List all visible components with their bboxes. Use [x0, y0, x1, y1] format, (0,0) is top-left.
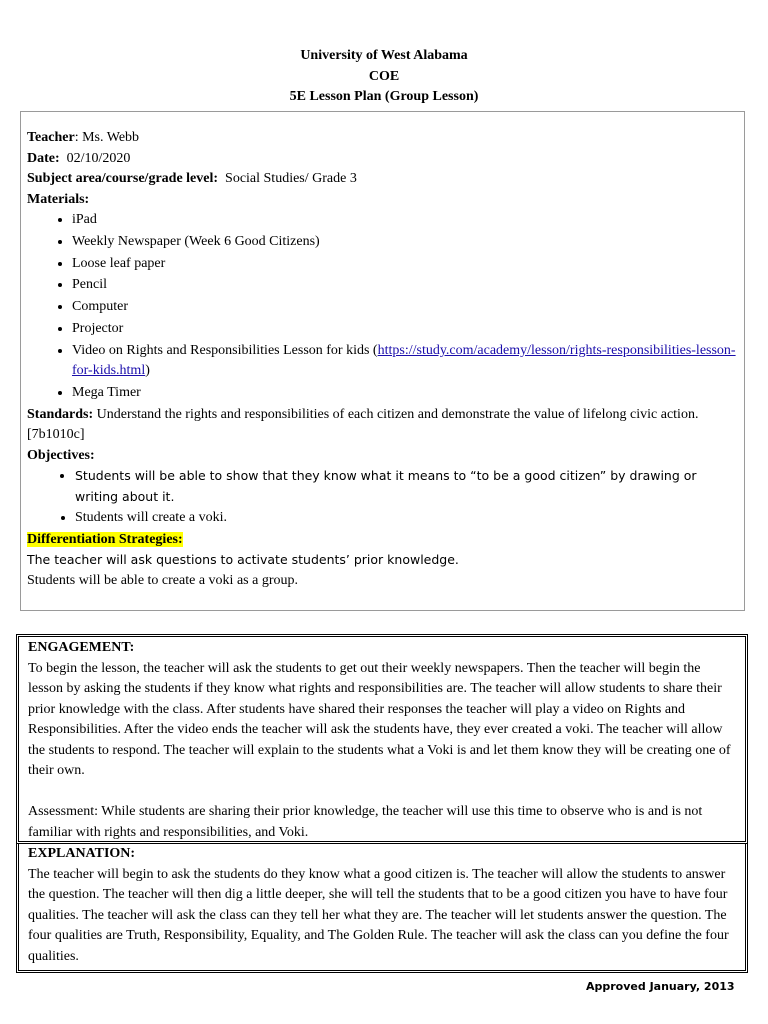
material-item: • Weekly Newspaper (Week 6 Good Citizens) — [72, 232, 744, 253]
lesson-info-box — [20, 111, 745, 611]
differentiation-label: Differentiation Strategies: — [27, 531, 183, 547]
date-value: 02/10/2020 — [66, 150, 131, 166]
materials-label: Materials: — [27, 191, 90, 207]
material-item: • Projector — [72, 319, 744, 340]
material-item: • Computer — [72, 297, 744, 318]
materials-list — [27, 210, 744, 404]
video-prefix: Video on Rights and Responsibilities Lesson for kids ( — [72, 342, 378, 358]
engagement-assessment: Assessment: While students are sharing their prior knowledge, the teacher will use this time to observe who is and is not familiar with rights and responsibilities, and Voki. — [28, 804, 703, 840]
teacher-value: : Ms. Webb — [74, 130, 140, 145]
approval-footer: Approved January, 2013 — [586, 980, 735, 993]
engagement-spacer — [28, 782, 745, 803]
video-suffix: ) — [145, 363, 150, 379]
differentiation-line-1: The teacher will ask questions to activate students’ prior knowledge. — [27, 552, 459, 568]
differentiation-line-2: Students will be able to create a voki as a group. — [27, 572, 298, 588]
plan-title: 5E Lesson Plan (Group Lesson) — [289, 89, 479, 104]
teacher-label: Teacher — [27, 130, 75, 145]
explanation-body: The teacher will begin to ask the students do they know what a good citizen is. The teacher will allow the students to answer the question. The teacher will then dig a little deeper, she will tell the students that to be a good citizen you have to have four qualities. The teacher will ask the class can they tell her what they are. The teacher will let students answer the question. The four qualities are Truth, Responsibility, Equality, and The Golden Rule. The teacher will ask the class can you define the four qualities. — [28, 866, 729, 964]
objective-item: • Students will be able to show that they know what it means to “to be a good citizen” by drawing or writing about it. — [75, 466, 716, 507]
differentiation-label-line — [27, 530, 744, 551]
video-link[interactable]: https://study.com/academy/lesson/rights-responsibilities-lesson-for-kids.html — [72, 342, 736, 379]
objectives-list — [27, 466, 744, 529]
explanation-title: EXPLANATION: — [28, 846, 136, 861]
engagement-title: ENGAGEMENT: — [28, 640, 135, 655]
material-item: • iPad — [72, 210, 744, 231]
university-name: University of West Alabama — [300, 48, 468, 63]
subject-line — [27, 169, 744, 190]
material-item: • Pencil — [72, 275, 744, 296]
date-line — [27, 149, 744, 170]
material-item: • Loose leaf paper — [72, 254, 744, 275]
material-item: • Mega Timer — [72, 383, 744, 404]
document-header — [0, 46, 768, 108]
engagement-section — [16, 634, 748, 844]
objectives-label: Objectives: — [27, 447, 95, 463]
standards-label: Standards: — [27, 406, 94, 422]
college-name: COE — [368, 68, 400, 84]
date-label: Date: — [27, 150, 60, 166]
subject-label: Subject area/course/grade level: — [27, 171, 219, 186]
explanation-section — [16, 843, 748, 973]
engagement-body: To begin the lesson, the teacher will ask the students to get out their weekly newspapers. Then the teacher will begin the lesson by asking the students if they know what rights and responsibilities are. The teacher will allow students to share their prior knowledge with the class. After students have shared their responses the teacher will play a video on Rights and Responsibilities. After the video ends the teacher will ask the students have, they ever created a voki. The teacher will allow the students to respond. The teacher will explain to the students what a Voki is and let them know they will be creating one of their own. — [28, 660, 731, 778]
standards-line — [27, 405, 744, 446]
material-item-video — [72, 341, 744, 382]
objective-item: • Students will create a voki. — [75, 508, 716, 529]
teacher-line — [27, 128, 744, 149]
subject-value: Social Studies/ Grade 3 — [225, 171, 357, 186]
standards-value: Understand the rights and responsibilities of each citizen and demonstrate the value of lifelong civic action. [7b1010c] — [27, 406, 699, 443]
